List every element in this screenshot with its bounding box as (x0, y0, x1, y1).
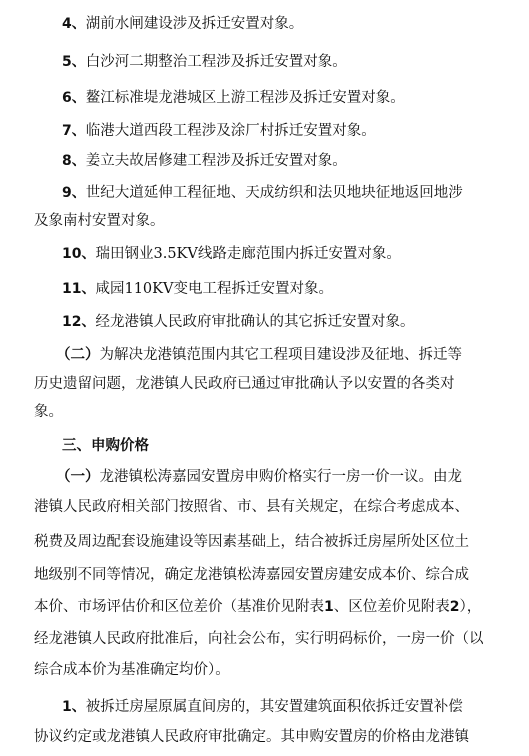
item-text: 世纪大道延伸工程征地、天成纺织和法贝地块征地返回地涉 (85, 185, 463, 201)
table-ref-number: 1 (324, 599, 334, 615)
list-item-5 (0, 52, 529, 72)
item-number: 7、 (62, 123, 86, 139)
item-text: 姜立夫故居修建工程涉及拆迁安置对象。 (85, 153, 347, 169)
item-text: 临港大道西段工程涉及涂厂村拆迁安置对象。 (85, 123, 376, 139)
item-number: 10、 (62, 246, 96, 262)
paragraph-text: 历史遗留问题，龙港镇人民政府已通过审批确认予以安置的各类对 (34, 376, 455, 392)
paragraph-text: ）， (459, 599, 482, 615)
item-text: 鳌江标准堤龙港城区上游工程涉及拆迁安置对象。 (85, 90, 405, 106)
paragraph-text: 综合成本价为基准确定均价）。 (34, 662, 230, 678)
list-item-7 (0, 121, 529, 141)
list-item-12 (0, 312, 529, 332)
item-number: 9、 (62, 185, 86, 201)
item-text: 湖前水闸建设涉及拆迁安置对象。 (85, 16, 304, 32)
list-item-10 (0, 244, 529, 264)
item-text: 经龙港镇人民政府审批确认的其它拆迁安置对象。 (95, 314, 415, 330)
section-3-heading (0, 436, 529, 456)
subsection-3-1-line-4 (0, 565, 529, 585)
paragraph-text: 、区位差价见附表 (333, 599, 450, 615)
table-ref-number: 2 (449, 599, 460, 615)
list-item-9 (0, 183, 529, 203)
item-number: 6、 (62, 90, 86, 106)
subsection-3-1-line-7 (0, 660, 529, 680)
paragraph-text: 为解决龙港镇范围内其它工程项目建设涉及征地、拆迁等 (99, 347, 462, 363)
paragraph-1-line-1 (0, 697, 529, 717)
paragraph-text: 龙港镇松涛嘉园安置房申购价格实行一房一价一议。由龙 (99, 469, 462, 485)
paragraph-1-line-2 (0, 727, 529, 747)
subsection-2-line-2 (0, 374, 529, 394)
item-number: 1、 (62, 699, 86, 715)
list-item-8 (0, 151, 529, 171)
paragraph-text: 港镇人民政府相关部门按照省、市、县有关规定，在综合考虑成本、 (34, 499, 469, 515)
item-text: 瑞田钢业3.5KV线路走廊范围内拆迁安置对象。 (95, 246, 401, 262)
list-item-11 (0, 279, 529, 299)
item-number: 8、 (62, 153, 86, 169)
item-text: 咸园110KV变电工程拆迁安置对象。 (95, 281, 333, 297)
section-heading: 三、申购价格 (62, 437, 149, 454)
subsection-2-line-3 (0, 402, 529, 422)
item-number: 4、 (62, 16, 86, 32)
paragraph-text: 地级别不同等情况，确定龙港镇松涛嘉园安置房建安成本价、综合成 (34, 567, 469, 583)
subsection-label: （一） (56, 468, 100, 485)
item-text: 及象南村安置对象。 (34, 213, 165, 229)
subsection-3-1-line-5 (0, 597, 529, 617)
subsection-3-1-line-1 (0, 467, 529, 487)
list-item-9-continuation (0, 211, 529, 231)
subsection-2-line-1 (0, 345, 529, 365)
subsection-3-1-line-3 (0, 532, 529, 552)
subsection-label: （二） (56, 346, 100, 363)
item-number: 12、 (62, 314, 96, 330)
item-text: 白沙河二期整治工程涉及拆迁安置对象。 (85, 54, 347, 70)
subsection-3-1-line-2 (0, 497, 529, 517)
subsection-3-1-line-6 (0, 629, 529, 649)
paragraph-text: 经龙港镇人民政府批准后，向社会公布，实行明码标价，一房一价（以 (34, 631, 484, 647)
paragraph-text: 本价、市场评估价和区位差价（基准价见附表 (34, 599, 324, 615)
item-number: 11、 (62, 281, 96, 297)
list-item-6 (0, 88, 529, 108)
paragraph-text: 协议约定或龙港镇人民政府审批确定。其申购安置房的价格由龙港镇 (34, 729, 469, 745)
item-number: 5、 (62, 54, 86, 70)
list-item-4 (0, 14, 529, 34)
paragraph-text: 象。 (34, 404, 63, 420)
paragraph-text: 税费及周边配套设施建设等因素基础上，结合被拆迁房屋所处区位土 (34, 534, 469, 550)
paragraph-text: 被拆迁房屋原属直间房的，其安置建筑面积依拆迁安置补偿 (85, 699, 463, 715)
